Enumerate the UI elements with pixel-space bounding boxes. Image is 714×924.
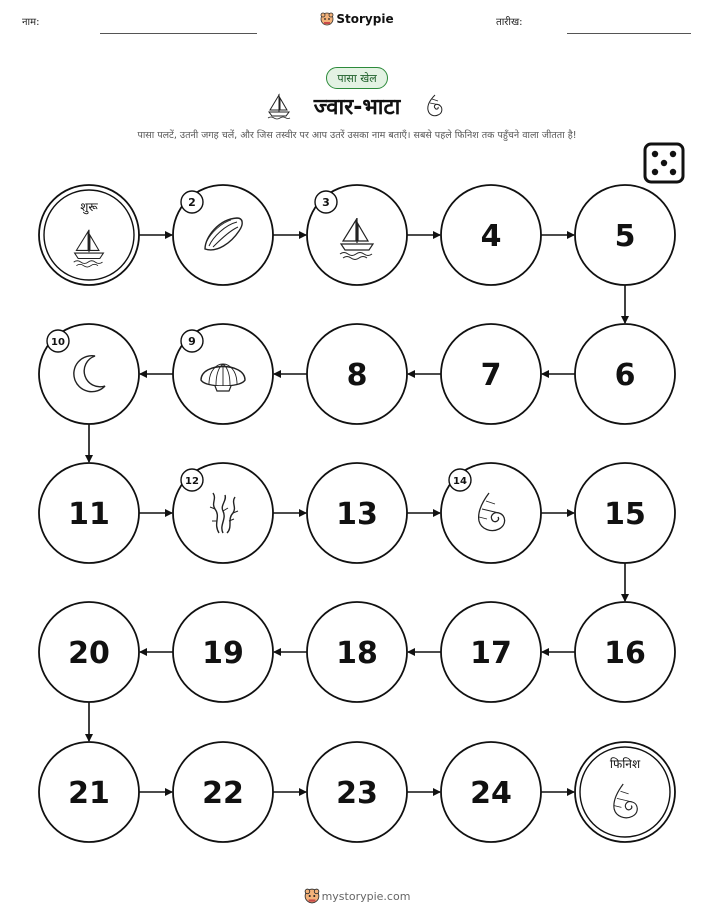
space-number: 15 — [604, 497, 646, 532]
page-title: ज्वार-भाटा — [313, 95, 401, 120]
board-space-4[interactable] — [441, 185, 541, 285]
board-space-2[interactable] — [173, 185, 273, 285]
board-space-12[interactable] — [173, 463, 273, 563]
board-space-20[interactable] — [39, 602, 139, 702]
space-number: 11 — [68, 497, 110, 532]
space-number: 12 — [185, 476, 199, 487]
space-number: 5 — [614, 219, 636, 254]
space-number: 22 — [202, 776, 244, 811]
instructions: पासा पलटें, उतनी जगह चलें, और जिस तस्वीर पर आप उतरें उसका नाम बताएँ। सबसे पहले फिनिश तक पहुँचने वाला जीतता है! — [137, 130, 577, 141]
board-space-9[interactable] — [173, 324, 273, 424]
board-space-8[interactable] — [307, 324, 407, 424]
space-number: 13 — [336, 497, 378, 532]
board-space-13[interactable] — [307, 463, 407, 563]
space-number: 24 — [470, 776, 512, 811]
space-number: 16 — [604, 636, 646, 671]
footer-url[interactable]: mystorypie.com — [321, 890, 411, 903]
space-label: शुरू — [80, 200, 98, 214]
space-number: 21 — [68, 776, 110, 811]
space-number: 4 — [480, 219, 502, 254]
space-number: 19 — [202, 636, 244, 671]
board-space-17[interactable] — [441, 602, 541, 702]
space-number: 8 — [346, 358, 368, 393]
board-spaces — [39, 185, 675, 842]
board-space-23[interactable] — [307, 742, 407, 842]
board-space-11[interactable] — [39, 463, 139, 563]
board-space-16[interactable] — [575, 602, 675, 702]
board-space-7[interactable] — [441, 324, 541, 424]
finish-space[interactable] — [575, 742, 675, 842]
date-label: तारीख: — [496, 17, 523, 28]
space-number: 7 — [480, 358, 502, 393]
space-number: 9 — [188, 335, 196, 348]
footer — [0, 888, 714, 904]
start-space[interactable] — [39, 185, 139, 285]
board-space-10[interactable] — [39, 324, 139, 424]
board-space-5[interactable] — [575, 185, 675, 285]
board-space-3[interactable] — [307, 185, 407, 285]
board-space-6[interactable] — [575, 324, 675, 424]
name-label: नाम: — [22, 17, 40, 28]
brand-name: Storypie — [336, 12, 394, 26]
board-space-22[interactable] — [173, 742, 273, 842]
space-number: 6 — [614, 358, 636, 393]
board-space-18[interactable] — [307, 602, 407, 702]
board-space-19[interactable] — [173, 602, 273, 702]
space-number: 3 — [322, 196, 330, 209]
board-space-21[interactable] — [39, 742, 139, 842]
space-number: 14 — [453, 476, 467, 487]
storypie-mascot-icon — [304, 888, 320, 904]
space-number: 17 — [470, 636, 512, 671]
space-number: 20 — [68, 636, 110, 671]
game-type-badge: पासा खेल — [326, 67, 388, 89]
board-space-15[interactable] — [575, 463, 675, 563]
space-number: 2 — [188, 196, 196, 209]
space-label: फिनिश — [609, 757, 641, 771]
space-number: 10 — [51, 337, 65, 348]
space-number: 18 — [336, 636, 378, 671]
board-space-24[interactable] — [441, 742, 541, 842]
board-space-14[interactable] — [441, 463, 541, 563]
space-number: 23 — [336, 776, 378, 811]
